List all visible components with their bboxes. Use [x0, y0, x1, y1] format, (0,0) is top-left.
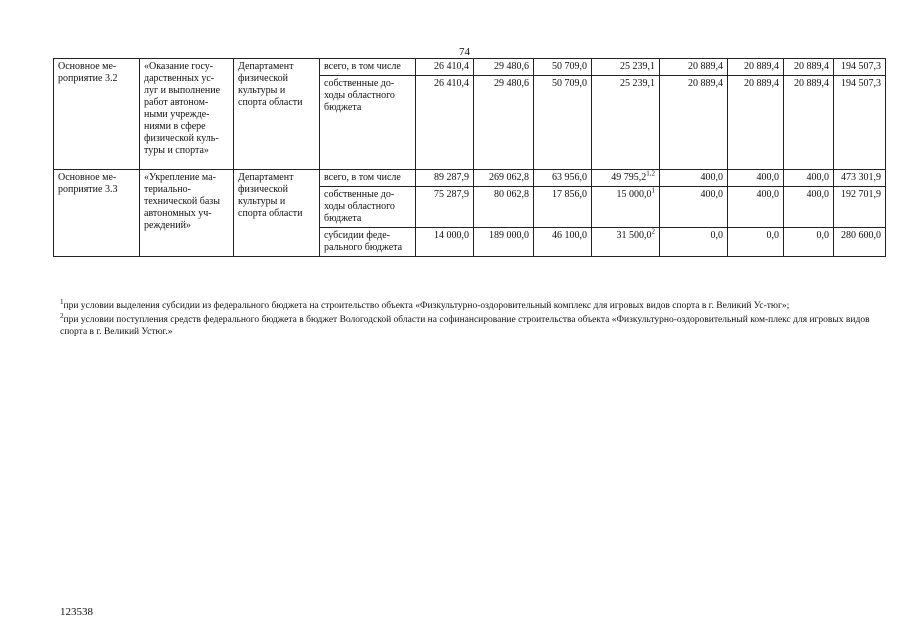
value-cell: 31 500,0$^2$ — [592, 228, 660, 257]
value-cell: 0,0 — [784, 228, 834, 257]
total-cell: 473 301,9 — [834, 170, 886, 187]
executor-cell: Департамент физической культуры и спорта области — [234, 170, 320, 257]
value-cell: 17 856,0 — [534, 187, 592, 228]
footnote-mark: 1 — [60, 297, 64, 306]
document-code: 123538 — [60, 606, 93, 618]
value-cell: 20 889,4 — [784, 59, 834, 76]
value-cell: 26 410,4 — [416, 76, 474, 170]
table-row — [54, 59, 886, 76]
total-cell: 194 507,3 — [834, 59, 886, 76]
total-cell: 280 600,0 — [834, 228, 886, 257]
total-cell: 194 507,3 — [834, 76, 886, 170]
value-cell: 20 889,4 — [660, 76, 728, 170]
source-cell: всего, в том числе — [320, 170, 416, 187]
executor-cell: Департамент физической культуры и спорта области — [234, 59, 320, 170]
budget-table — [53, 58, 886, 257]
page-number: 74 — [459, 46, 470, 58]
value-cell: 29 480,6 — [474, 76, 534, 170]
total-cell: 192 701,9 — [834, 187, 886, 228]
description-cell: «Укрепление ма- териально- технической базы автономных уч- реждений» — [140, 170, 234, 257]
value-cell: 50 709,0 — [534, 76, 592, 170]
value-cell: 269 062,8 — [474, 170, 534, 187]
value-cell: 400,0 — [784, 187, 834, 228]
value-cell: 20 889,4 — [660, 59, 728, 76]
value-cell: 400,0 — [660, 170, 728, 187]
source-cell: собственные до- ходы областного бюджета — [320, 76, 416, 170]
value-cell: 189 000,0 — [474, 228, 534, 257]
footnote — [60, 297, 880, 312]
value-cell: 20 889,4 — [728, 59, 784, 76]
source-cell: субсидии феде- рального бюджета — [320, 228, 416, 257]
value-cell: 15 000,0$^1$ — [592, 187, 660, 228]
footnote-text: при условии поступления средств федерального бюджета в бюджет Вологодской области на софинансирование строительства объекта «Физкультурно-оздоровительный ком-плекс для игровых видов спорта в г. Великий Устюг.» — [60, 315, 870, 337]
value-cell: 400,0 — [784, 170, 834, 187]
footnote — [60, 311, 880, 338]
source-cell: всего, в том числе — [320, 59, 416, 76]
table-row — [54, 170, 886, 187]
value-cell: 49 795,2$^{1,2}$ — [592, 170, 660, 187]
value-cell: 63 956,0 — [534, 170, 592, 187]
value-cell: 50 709,0 — [534, 59, 592, 76]
value-cell: 400,0 — [728, 187, 784, 228]
footnote-mark: 2 — [60, 311, 64, 320]
activity-cell: Основное ме- роприятие 3.2 — [54, 59, 140, 170]
activity-cell: Основное ме- роприятие 3.3 — [54, 170, 140, 257]
value-cell: 25 239,1 — [592, 76, 660, 170]
value-cell: 0,0 — [660, 228, 728, 257]
footnote-text: при условии выделения субсидии из федерального бюджета на строительство объекта «Физкультурно-оздоровительный комплекс для игровых видов спорта в г. Великий Ус-тюг»; — [63, 301, 790, 311]
description-cell: «Оказание госу- дарственных ус- луг и выполнение работ автоном- ными учрежде- ниями в сфере физической куль- туры и спорта» — [140, 59, 234, 170]
value-cell: 400,0 — [728, 170, 784, 187]
value-cell: 75 287,9 — [416, 187, 474, 228]
value-cell: 14 000,0 — [416, 228, 474, 257]
value-cell: 46 100,0 — [534, 228, 592, 257]
value-cell: 25 239,1 — [592, 59, 660, 76]
value-cell: 400,0 — [660, 187, 728, 228]
value-cell: 89 287,9 — [416, 170, 474, 187]
footnotes — [60, 297, 880, 340]
value-cell: 0,0 — [728, 228, 784, 257]
value-cell: 80 062,8 — [474, 187, 534, 228]
value-cell: 29 480,6 — [474, 59, 534, 76]
value-cell: 20 889,4 — [784, 76, 834, 170]
value-cell: 26 410,4 — [416, 59, 474, 76]
value-cell: 20 889,4 — [728, 76, 784, 170]
source-cell: собственные до- ходы областного бюджета — [320, 187, 416, 228]
